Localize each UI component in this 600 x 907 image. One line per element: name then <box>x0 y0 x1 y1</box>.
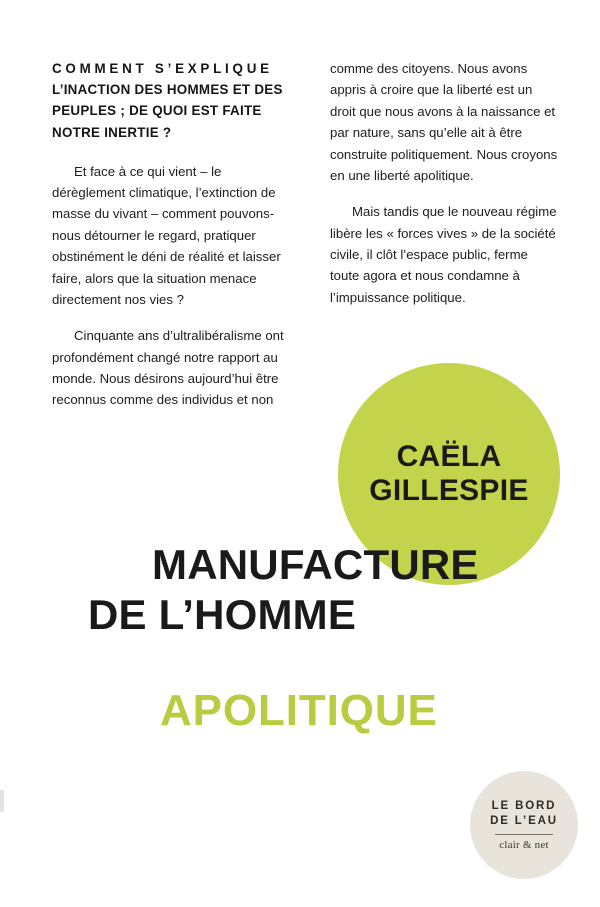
back-cover-paragraph: Cinquante ans d’ultralibéralisme ont profondément changé notre rapport au monde. Nous désirons aujourd’hui être reconnus comme des individus et non <box>52 328 284 408</box>
author-name-line-2: GILLESPIE <box>369 474 529 507</box>
title-line-2: DE L’HOMME <box>88 590 357 638</box>
back-cover-left-column <box>52 58 292 411</box>
spine-mark <box>0 790 4 812</box>
book-title <box>0 540 600 737</box>
author-name-line-1: CAËLA <box>396 440 502 474</box>
heading-rest-part: L’INACTION DES HOMMES ET DES PEUPLES ; DE QUOI EST FAITE NOTRE INERTIE ? <box>52 82 283 140</box>
publisher-line-2: DE L’EAU <box>490 815 558 827</box>
back-cover-paragraph: comme des citoyens. Nous avons appris à croire que la liberté est un droit que nous avons à la naissance et par nature, sans qu’elle ait à être construite politiquement. Nous croyons en une liberté apolitique. <box>330 61 558 183</box>
heading-spaced-part: COMMENT S’EXPLIQUE <box>52 61 273 76</box>
back-cover-paragraph: Mais tandis que le nouveau régime libère les « forces vives » de la société civile, il clôt l’espace public, ferme toute agora et nous condamne à l’impuissance politique. <box>330 204 557 305</box>
logo-divider <box>495 834 553 835</box>
publisher-line-1: LE BORD <box>491 800 557 813</box>
publisher-tagline: clair & net <box>499 838 549 851</box>
title-line-1: MANUFACTURE <box>152 541 479 588</box>
publisher-logo <box>470 771 578 879</box>
title-line-3: APOLITIQUE <box>160 686 438 736</box>
back-cover-right-column <box>330 58 558 308</box>
back-cover-paragraph: Et face à ce qui vient – le dérèglement climatique, l’extinction de masse du vivant – comment pouvons-nous détourner le regard, pratiquer obstinément le déni de réalité et laisser faire, alors que la situation menace directement nos vies ? <box>52 163 281 307</box>
back-cover-heading <box>52 58 292 143</box>
